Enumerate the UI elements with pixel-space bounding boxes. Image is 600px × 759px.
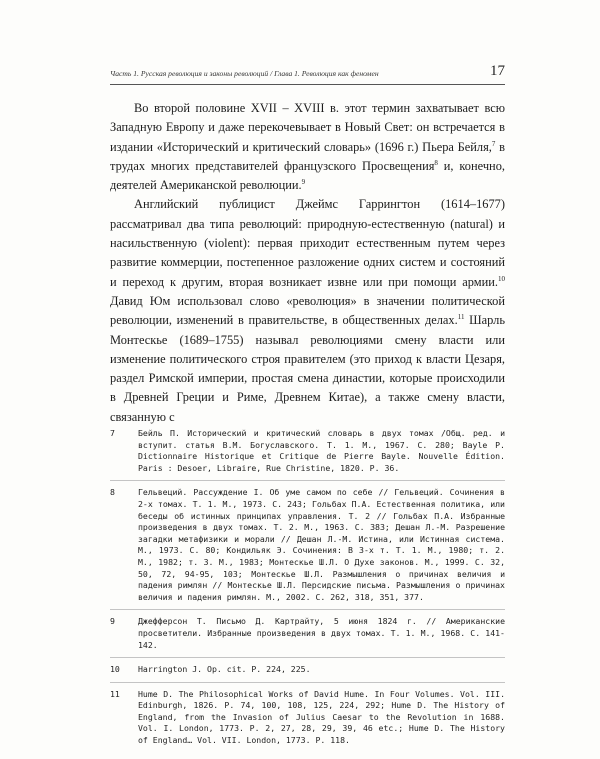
page-number: 17 (490, 63, 505, 79)
footnote-text: Джефферсон Т. Письмо Д. Картрайту, 5 июня 1824 г. // Американские просветители. Избранные произведения в двух томах. Т. 1. М., 1968. С. 141-142. (138, 616, 505, 650)
footnote-number: 11 (110, 688, 120, 699)
footnote (110, 428, 505, 481)
page-header (110, 62, 505, 85)
paragraph-text: Английский публицист Джеймс Гаррингтон (1614–1677) рассматривал два типа революций: природную-естественную (natural) и насильственную (violent): первая приходит естественным путем через развитие коммерции, постепенное разложение одних систем и состояний и переход к другим, вторая возникает извне или при помощи армии. (110, 197, 505, 289)
footnote (110, 616, 505, 658)
footnote-ref: 11 (457, 313, 465, 322)
footnote-ref: 8 (434, 158, 438, 167)
paragraph-text: Давид Юм использовал слово «революция» в значении политической революции, изменений в правительстве, в общественных делах. (110, 293, 505, 328)
footnote-number: 7 (110, 428, 115, 438)
footnote-number: 8 (110, 487, 115, 498)
footnote-ref: 9 (301, 178, 306, 187)
footnote (110, 664, 505, 683)
footnote-text: Hume D. The Philosophical Works of David Hume. In Four Volumes. Vol. III. Edinburgh, 1826. P. 74, 100, 108, 125, 224, 292; Hume D. The History of England, from the Invasion of Julius Caesar to the Revolution in 1688. Vol. I. London, 1773. P. 2, 27, 28, 29, 39, 46 etc.; Hume D. The History of England… Vol. VII. London, 1773. P. 118. (138, 688, 505, 746)
footnote (110, 487, 505, 610)
footnotes (110, 428, 505, 759)
paragraph-text: и, конечно, деятелей Американской революции. (110, 158, 505, 193)
paragraph-text: Шарль Монтескье (1689–1755) называл революциями смену власти или изменение политического строя правителем (это приход к власти Цезаря, раздел Римской империи, простая смена династии, которые происходили в Древней Греции и Риме, Древнем Китае), а также смену власти, связанную с (110, 313, 505, 424)
paragraph-text: в трудах многих представителей французского Просвещения (110, 139, 505, 173)
footnote-ref: 7 (491, 139, 496, 148)
footnote-text: Бейль П. Исторический и критический словарь в двух томах /Общ. ред. и вступит. статья В.М. Богуславского. Т. 1. М., 1967. С. 280; Bayle P. Dictionnaire Historique et Critique de Pierre Bayle. Nouvelle Édition. Paris : Desoer, Libraire, Rue Christine, 1820. P. 36. (138, 428, 505, 473)
paragraph-1 (110, 99, 505, 195)
paragraph-2 (110, 195, 505, 427)
footnote (110, 689, 505, 753)
footnote-text: Harrington J. Op. cit. P. 224, 225. (138, 664, 311, 675)
footnote-number: 9 (110, 616, 115, 627)
footnote-ref: 10 (498, 274, 505, 283)
footnote-text: Гельвеций. Рассуждение I. Об уме самом по себе // Гельвеций. Сочинения в 2-х томах. Т. 1. М., 1973. С. 243; Гольбах П.А. Естественная политика, или беседы об истинных принципах управления. Т. 2 // Гольбах П.А. Избранные произведения в двух томах. Т. 2. М., 1963. С. 383; Дешан Л.-М. Разрешение загадки метафизики и морали // Дешан Л.-М. Истина, или Истинная система. М., 1973. С. 80; Кондильяк Э. Сочинения: В 3-х т. Т. 1. М., 1980; т. 2. М., 1982; т. 3. М., 1983; Монтескье Ш.Л. О Духе законов. М., 1999. С. 32, 50, 72, 94-95, 103; Монтескье Ш.Л. Размышления о причинах величия и падения римлян // Монтескье Ш.Л. Персидские письма. Размышления о причинах величия и падения римлян. М., 2002. С. 262, 318, 351, 377. (138, 487, 505, 602)
paragraph-text: Во второй половине XVII – XVIII в. этот термин захватывает всю Западную Европу и даже перекочевывает в Новый Свет: он встречается в издании «Исторический и критический словарь» (1696 г.) Пьера Бейля, (110, 101, 505, 154)
footnote-number: 10 (110, 664, 120, 675)
main-text (110, 99, 505, 427)
running-head: Часть 1. Русская революция и законы революций / Глава 1. Революция как феномен (110, 69, 379, 78)
